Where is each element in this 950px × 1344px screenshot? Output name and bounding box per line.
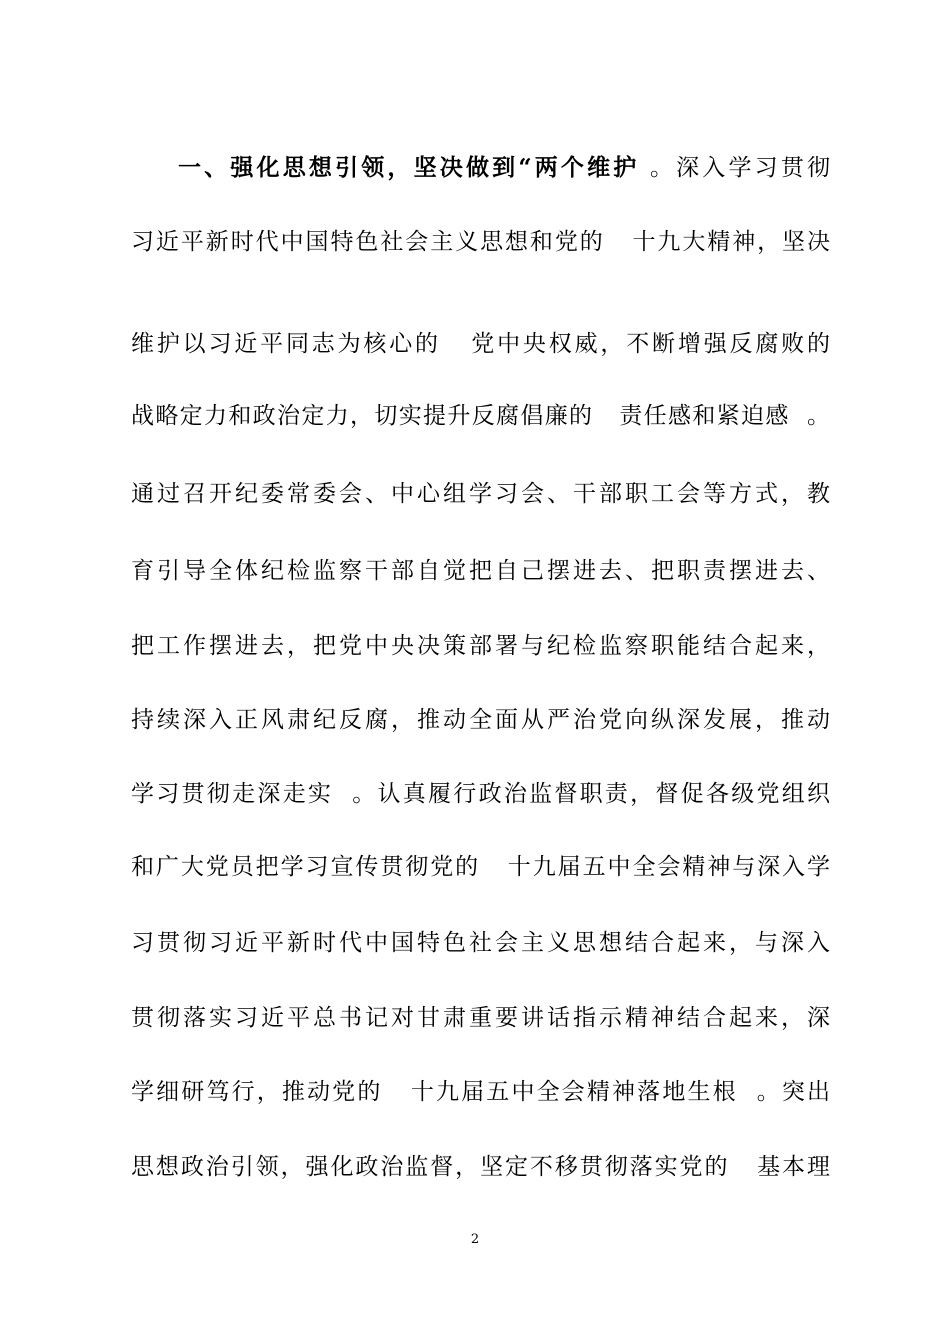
paragraph-line-3: 维护以习近平同志为核心的 党中央权威，不断增强反腐败的: [131, 331, 831, 357]
paragraph-line-4: 战略定力和政治定力，切实提升反腐倡廉的 责任感和紧迫感 。: [131, 403, 831, 429]
paragraph-line-14: 思想政治引领，强化政治监督，坚定不移贯彻落实党的 基本理: [131, 1154, 831, 1180]
page-number: 2: [470, 1232, 480, 1247]
paragraph-line-7: 把工作摆进去，把党中央决策部署与纪检监察职能结合起来，: [131, 633, 831, 659]
paragraph-line-13: 学细研笃行，推动党的 十九届五中全会精神落地生根 。突出: [131, 1079, 831, 1105]
paragraph-line-9: 学习贯彻走深走实 。认真履行政治监督职责，督促各级党组织: [131, 781, 831, 807]
paragraph-line-1: [178, 153, 831, 183]
paragraph-line-8: 持续深入正风肃纪反腐，推动全面从严治党向纵深发展，推动: [131, 707, 831, 733]
paragraph-line-5: 通过召开纪委常委会、中心组学习会、干部职工会等方式，教: [131, 481, 831, 507]
paragraph-line-6: 育引导全体纪检监察干部自觉把自己摆进去、把职责摆进去、: [131, 558, 831, 584]
paragraph-line-10: 和广大党员把学习宣传贯彻党的 十九届五中全会精神与深入学: [131, 854, 831, 880]
section-heading: 一、强化思想引领，坚决做到“两个维护: [178, 154, 640, 181]
paragraph-line-12: 贯彻落实习近平总书记对甘肃重要讲话指示精神结合起来，深: [131, 1005, 831, 1031]
paragraph-line-11: 习贯彻习近平新时代中国特色社会主义思想结合起来，与深入: [131, 930, 831, 956]
paragraph-line-2: 习近平新时代中国特色社会主义思想和党的 十九大精神，坚决: [131, 229, 831, 255]
paragraph-text: 。深入学习贯彻: [649, 155, 832, 181]
